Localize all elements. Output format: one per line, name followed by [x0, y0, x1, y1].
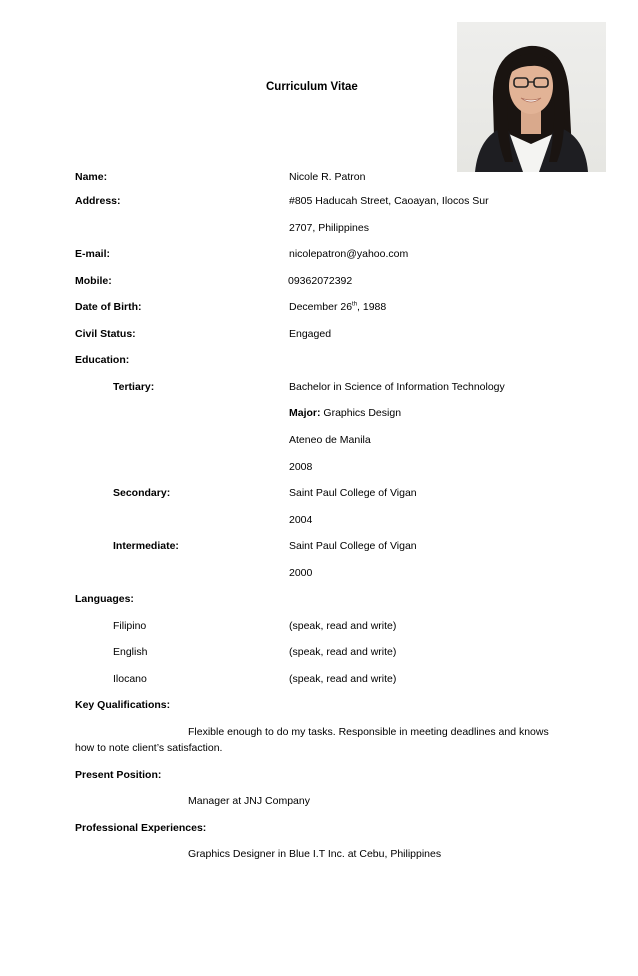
secondary-label: Secondary:: [113, 487, 171, 499]
major-line: [289, 406, 401, 420]
present-position-value: Manager at JNJ Company: [188, 795, 310, 807]
present-position-label: Present Position:: [75, 769, 162, 781]
name-label: Name:: [75, 171, 108, 183]
tertiary-school: Ateneo de Manila: [289, 434, 371, 446]
experience-label: Professional Experiences:: [75, 822, 207, 834]
education-label: Education:: [75, 354, 130, 366]
profile-photo: [457, 22, 606, 172]
mobile-label: Mobile:: [75, 275, 112, 287]
qualifications-line2: how to note client’s satisfaction.: [75, 742, 223, 754]
page-title: Curriculum Vitae: [266, 81, 358, 93]
tertiary-year: 2008: [289, 461, 313, 473]
language-level: (speak, read and write): [289, 646, 397, 658]
address-line1: #805 Haducah Street, Caoayan, Ilocos Sur: [289, 195, 489, 207]
secondary-year: 2004: [289, 514, 313, 526]
tertiary-degree: Bachelor in Science of Information Technology: [289, 381, 505, 393]
language-name: Ilocano: [113, 673, 147, 685]
dob-value: [289, 300, 386, 314]
dob-label: Date of Birth:: [75, 301, 142, 313]
secondary-school: Saint Paul College of Vigan: [289, 487, 417, 499]
major-value: Graphics Design: [320, 407, 402, 419]
major-label: Major:: [289, 407, 321, 419]
language-level: (speak, read and write): [289, 673, 397, 685]
language-level: (speak, read and write): [289, 620, 397, 632]
intermediate-label: Intermediate:: [113, 540, 179, 552]
qualifications-label: Key Qualifications:: [75, 699, 171, 711]
address-label: Address:: [75, 195, 121, 207]
language-name: English: [113, 646, 148, 658]
intermediate-year: 2000: [289, 567, 313, 579]
person-portrait-icon: [457, 22, 606, 172]
address-line2: 2707, Philippines: [289, 222, 369, 234]
email-value: nicolepatron@yahoo.com: [289, 248, 409, 260]
email-label: E-mail:: [75, 248, 111, 260]
mobile-value: 09362072392: [288, 275, 353, 287]
intermediate-school: Saint Paul College of Vigan: [289, 540, 417, 552]
dob-pre: December 26: [289, 301, 353, 313]
civil-status-value: Engaged: [289, 328, 332, 340]
name-value: Nicole R. Patron: [289, 171, 366, 183]
experience-value: Graphics Designer in Blue I.T Inc. at Cebu, Philippines: [188, 848, 442, 860]
tertiary-label: Tertiary:: [113, 381, 155, 393]
qualifications-line1: Flexible enough to do my tasks. Responsible in meeting deadlines and knows: [188, 726, 549, 738]
language-name: Filipino: [113, 620, 147, 632]
civil-status-label: Civil Status:: [75, 328, 136, 340]
dob-post: , 1988: [357, 301, 387, 313]
dob-sup: th: [352, 301, 358, 308]
languages-label: Languages:: [75, 593, 134, 605]
